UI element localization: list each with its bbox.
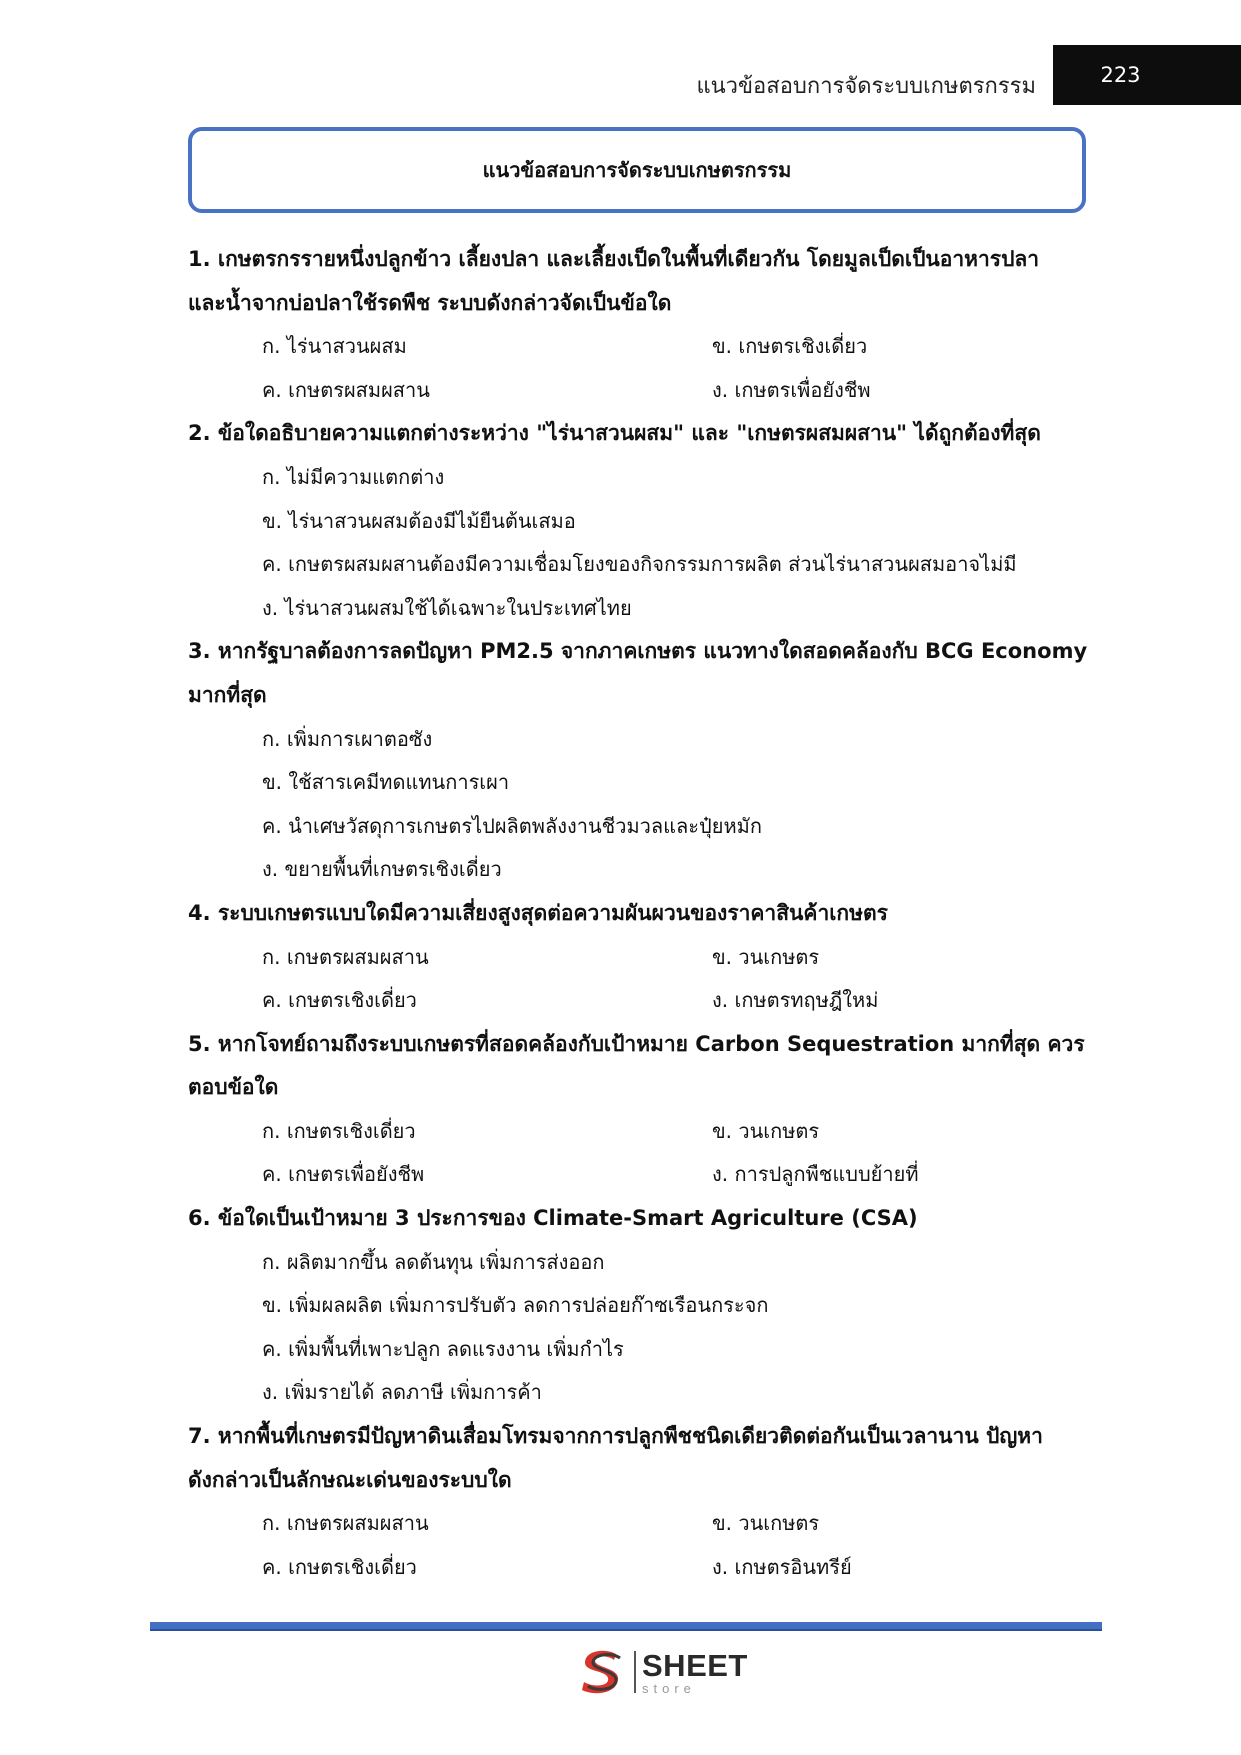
answer-option: ค. เกษตรเชิงเดี่ยว: [262, 988, 417, 1013]
page-number-box: [1053, 45, 1241, 105]
answer-option: ง. ไร่นาสวนผสมใช้ได้เฉพาะในประเทศไทย: [262, 595, 632, 620]
answer-option: ค. เกษตรผสมผสานต้องมีความเชื่อมโยงของกิจกรรมการผลิต ส่วนไร่นาสวนผสมอาจไม่มี: [262, 552, 1017, 577]
answer-option: ข. ใช้สารเคมีทดแทนการเผา: [262, 770, 510, 795]
sheet-store-logo: [576, 1646, 748, 1698]
answer-option: ข. วนเกษตร: [712, 1118, 820, 1143]
question: [188, 412, 1088, 630]
logo-word: SHEET: [642, 1647, 748, 1683]
answer-option: ง. เกษตรทฤษฎีใหม่: [712, 988, 879, 1013]
logo-text: [642, 1647, 748, 1696]
question: [188, 238, 1088, 412]
logo-subword: store: [642, 1680, 696, 1696]
answer-option: ข. ไร่นาสวนผสมต้องมีไม้ยืนต้นเสมอ: [262, 508, 576, 533]
answer-option: ข. เพิ่มผลผลิต เพิ่มการปรับตัว ลดการปล่อยก๊าซเรือนกระจก: [262, 1293, 769, 1318]
question-text: ตอบข้อใด: [188, 1075, 279, 1100]
question-text: 5. หากโจทย์ถามถึงระบบเกษตรที่สอดคล้องกับเป้าหมาย Carbon Sequestration มากที่สุด ควร: [188, 1031, 1085, 1056]
question-text: มากที่สุด: [188, 682, 267, 707]
answer-option: ง. เกษตรอินทรีย์: [712, 1554, 852, 1579]
running-header: แนวข้อสอบการจัดระบบเกษตรกรรม: [696, 74, 1036, 99]
answer-option: ค. นำเศษวัสดุการเกษตรไปผลิตพลังงานชีวมวลและปุ๋ยหมัก: [262, 813, 762, 838]
answer-option: ง. การปลูกพืชแบบย้ายที่: [712, 1162, 919, 1187]
question-text: 1. เกษตรกรรายหนึ่งปลูกข้าว เลี้ยงปลา และเลี้ยงเป็ดในพื้นที่เดียวกัน โดยมูลเป็ดเป็นอาหารปลา: [188, 247, 1040, 271]
answer-option: ข. วนเกษตร: [712, 944, 820, 969]
question-text: และน้ำจากบ่อปลาใช้รดพืช ระบบดังกล่าวจัดเป็นข้อใด: [188, 290, 672, 315]
answer-option: ง. ขยายพื้นที่เกษตรเชิงเดี่ยว: [262, 857, 502, 882]
answer-option: ก. ผลิตมากขึ้น ลดต้นทุน เพิ่มการส่งออก: [262, 1249, 605, 1274]
answer-option: ก. ไร่นาสวนผสม: [262, 334, 407, 359]
answer-option: ก. เกษตรผสมผสาน: [262, 1511, 429, 1536]
answer-option: ค. เพิ่มพื้นที่เพาะปลูก ลดแรงงาน เพิ่มกำไร: [262, 1336, 624, 1361]
page-number: 223: [1100, 63, 1141, 87]
answer-option: ก. ไม่มีความแตกต่าง: [262, 464, 445, 489]
answer-option: ก. เกษตรเชิงเดี่ยว: [262, 1118, 416, 1143]
logo-divider: [634, 1651, 636, 1693]
title-text: แนวข้อสอบการจัดระบบเกษตรกรรม: [482, 158, 792, 182]
question-text: ดังกล่าวเป็นลักษณะเด่นของระบบใด: [188, 1467, 512, 1492]
question-text: 7. หากพื้นที่เกษตรมีปัญหาดินเสื่อมโทรมจากการปลูกพืชชนิดเดียวติดต่อกันเป็นเวลานาน ปัญหา: [188, 1424, 1043, 1449]
question-text: 6. ข้อใดเป็นเป้าหมาย 3 ประการของ Climate-Smart Agriculture (CSA): [188, 1206, 918, 1231]
question-text: 3. หากรัฐบาลต้องการลดปัญหา PM2.5 จากภาคเกษตร แนวทางใดสอดคล้องกับ BCG Economy: [188, 639, 1088, 664]
answer-option: ค. เกษตรเพื่อยังชีพ: [262, 1162, 425, 1187]
question: [188, 892, 1088, 1023]
question-text: 2. ข้อใดอธิบายความแตกต่างระหว่าง "ไร่นาสวนผสม" และ "เกษตรผสมผสาน" ได้ถูกต้องที่สุด: [188, 421, 1041, 446]
question-text: 4. ระบบเกษตรแบบใดมีความเสี่ยงสูงสุดต่อความผันผวนของราคาสินค้าเกษตร: [188, 900, 888, 925]
question: [188, 1023, 1088, 1197]
question: [188, 1197, 1088, 1415]
title-box: [188, 127, 1086, 213]
answer-option: ง. เกษตรเพื่อยังชีพ: [712, 377, 871, 402]
answer-option: ก. เพิ่มการเผาตอซัง: [262, 726, 433, 751]
answer-option: ง. เพิ่มรายได้ ลดภาษี เพิ่มการค้า: [262, 1380, 542, 1405]
answer-option: ข. เกษตรเชิงเดี่ยว: [712, 334, 868, 359]
question: [188, 630, 1088, 892]
s-logo-icon: [576, 1646, 628, 1698]
footer-rule: [150, 1622, 1102, 1631]
question-list: [188, 238, 1088, 1589]
answer-option: ค. เกษตรผสมผสาน: [262, 377, 430, 402]
answer-option: ค. เกษตรเชิงเดี่ยว: [262, 1554, 417, 1579]
answer-option: ก. เกษตรผสมผสาน: [262, 944, 429, 969]
answer-option: ข. วนเกษตร: [712, 1511, 820, 1536]
question: [188, 1415, 1088, 1589]
